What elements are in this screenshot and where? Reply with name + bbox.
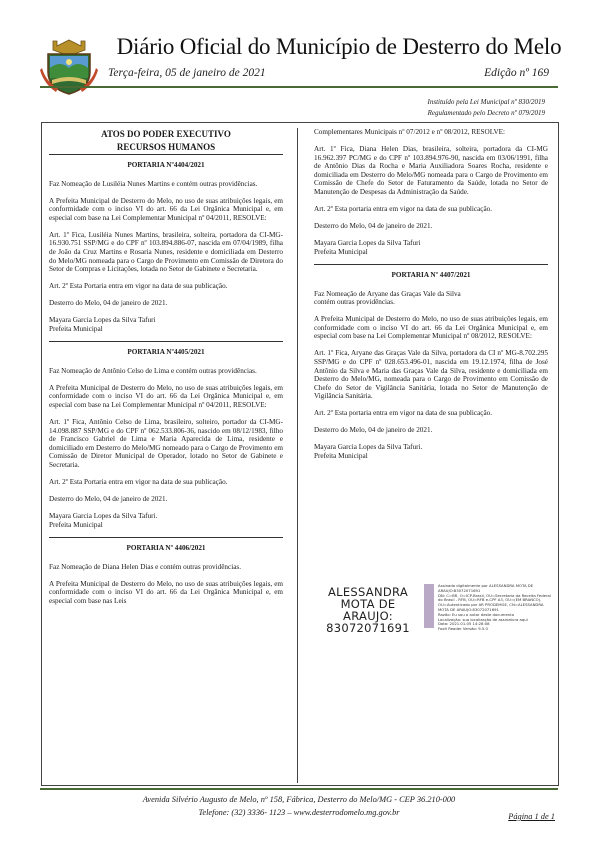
instituted-note xyxy=(428,97,545,119)
portaria-signer-role: Prefeita Municipal xyxy=(314,247,368,256)
portaria-preamble: A Prefeita Municipal de Desterro do Melo, no uso de suas atribuições legais, em conformidade com o inciso VI do art. 66 da Lei Orgânica Municipal e, em especial com base na Lei Complementar Municipal nº 08/2012, RESOLVE: xyxy=(314,315,548,341)
portaria-preamble-continued: Complementares Municipais nº 07/2012 e nº 08/2012, RESOLVE: xyxy=(314,128,506,136)
portaria-signer: Mayara Garcia Lopes da Silva Tafuri xyxy=(314,238,421,247)
portaria-article-1: Art. 1º Fica, Lusiléia Nunes Martins, brasileira, solteira, portadora da CI-MG-16.930.751 SSP/MG e do CPF nº 103.894.886-07, nascida em 07/04/1989, filha de João da Cruz Martins e Rosaria Nunes, residente e domiciliada em Desterro do Melo/MG nomeada para o Cargo de Provimento em Comissão de Diretora do Setor de Compras e Licitações, lotada no Setor de Gabinete e Secretaria. xyxy=(49,230,283,274)
portaria-separator xyxy=(49,537,283,538)
portaria-place-date: Desterro do Melo, 04 de janeiro de 2021. xyxy=(49,494,168,503)
portaria-preamble: A Prefeita Municipal de Desterro do Melo, no uso de suas atribuições legais, em conformidade com o inciso VI do art. 66 da Lei Orgânica Municipal e, em especial com base na Lei Complementar Municipal nº 04/2011, RESOLVE: xyxy=(49,383,283,410)
portaria-article-1: Art. 1º Fica, Diana Helen Dias, brasileira, solteira, portadora da CI-MG 16.962.397 PC/MG e do CPF nº 103.894.976-90, nascida em 03/06/1991, filha de Antônio Dias da Rocha e Maria Auxiliadora Soares Rocha, residente e domiciliada em Desterro do Melo/MG nomeada para o Cargo de Provimento em Comissão de Chefe do Setor de Faturamento da Saúde, lotada no Setor de Manutenção de Despesas da Administração da Saúde. xyxy=(314,144,548,196)
column-divider xyxy=(297,128,298,783)
portaria-intro: Faz Nomeação de Diana Helen Dias e contém outras providências. xyxy=(49,562,241,571)
portaria-article-1: Art. 1º Fica, Antônio Celso de Lima, brasileiro, solteiro, portador da CI-MG-14.098.887 SSP/MG e do CPF nº 062.533.806-36, nascido em 08/12/1983, filho de Francisco Gabriel de Lima e Maria Aparecida de Lima, residente e domiciliado em Desterro do Melo/MG nomeado para o Cargo de Provimento em Comissão de Diretor Municipal de Operador, lotado no Setor de Gabinete e Secretaria. xyxy=(49,418,283,469)
portaria-article-2: Art. 2º Esta Portaria entra em vigor na data de sua publicação. xyxy=(49,477,228,486)
portaria-place-date: Desterro do Melo, 04 de janeiro de 2021. xyxy=(314,426,433,435)
signature-detail-line: Data: 2021.01.05 14:28:08 xyxy=(438,621,490,627)
signature-logo-panel xyxy=(424,584,434,628)
section-subheading: RECURSOS HUMANOS xyxy=(116,142,216,152)
publication-date: Terça-feira, 05 de janeiro de 2021 xyxy=(108,67,266,79)
section-rule xyxy=(49,154,283,155)
portaria-article-2: Art. 2º Esta Portaria entra em vigor na data de sua publicação. xyxy=(49,282,228,291)
portaria-article-2: Art. 2º Esta portaria entra em vigor na data de sua publicação. xyxy=(314,204,493,213)
signature-name-line: ALESSANDRA xyxy=(327,585,409,599)
portaria-title: PORTARIA Nº4405/2021 xyxy=(127,348,205,357)
regulated-decree: Regulamentado pelo Decreto nº 079/2019 xyxy=(427,109,545,117)
signature-name xyxy=(314,586,422,634)
signature-detail-line: DN: C=BR, O=ICP-Brasil, OU=Secretaria da Receita Federal do Brasil - RFB, OU=RFB e-CPF A3, OU=(EM BRANCO), xyxy=(438,592,551,603)
portaria-signer: Mayara Garcia Lopes da Silva Tafuri. xyxy=(314,443,423,452)
header-divider xyxy=(40,86,558,88)
portaria-intro: Faz Nomeação de Lusiléia Nunes Martins e contém outras providências. xyxy=(49,179,258,188)
portaria-title: PORTARIA Nº 4407/2021 xyxy=(391,271,471,280)
section-heading: ATOS DO PODER EXECUTIVO xyxy=(101,129,231,139)
portaria-intro: Faz Nomeação de Aryane das Graças Vale da Silva xyxy=(314,289,461,298)
portaria-intro-continued: contém outras providências. xyxy=(314,298,395,307)
signature-detail-line: OU=Autenticado por AR PRODEMGE, CN=ALESSANDRA MOTA DE ARAUJO:83072071691 xyxy=(438,602,544,612)
portaria-signer-role: Prefeita Municipal xyxy=(49,520,103,529)
signature-details xyxy=(438,584,552,632)
signature-name-line: MOTA DE ARAUJO: xyxy=(340,597,396,623)
signature-id: 83072071691 xyxy=(326,621,410,635)
signature-detail-line: Localização: sua localização de assinatura aqui xyxy=(438,616,528,622)
portaria-signer: Mayara Garcia Lopes da Silva Tafuri xyxy=(49,316,156,325)
signature-detail-line: Foxit Reader Versão: 9.5.0 xyxy=(438,626,488,632)
page-number: Página 1 de 1 xyxy=(508,812,555,821)
left-column xyxy=(49,128,283,605)
portaria-article-1: Art. 1º Fica, Aryane das Graças Vale da Silva, portadora da CI nº MG-8.702.295 SSP/MG e do CPF nº 028.653.496-01, nascida em 19.12.1974, filha de José Antônio da Silva e Maria das Graças Vale da Silva, residente e domiciliada em Desterro do Melo/MG, nomeada para o Cargo de Provimento em Comissão de Chefe do Setor de Vigilância Sanitária, lotada no Setor de Manutenção de Vigilância Sanitária. xyxy=(314,349,548,401)
portaria-title: PORTARIA Nº4404/2021 xyxy=(127,161,205,169)
edition-number: Edição nº 169 xyxy=(484,67,549,79)
portaria-intro: Faz Nomeação de Antônio Celso de Lima e contém outras providências. xyxy=(49,366,257,375)
footer-contact: Telefone: (32) 3336- 1123 – www.desterrodomelo.mg.gov.br xyxy=(198,808,400,817)
footer-address: Avenida Silvério Augusto de Melo, nº 158, Fábrica, Desterro do Melo/MG - CEP 36.210-000 xyxy=(142,795,456,804)
portaria-separator xyxy=(49,341,283,342)
signature-detail-line: Assinado digitalmente por ALESSANDRA MOTA DE ARAUJO:83072071691 xyxy=(438,583,534,593)
portaria-place-date: Desterro do Melo, 04 de janeiro de 2021. xyxy=(49,299,168,308)
portaria-separator xyxy=(314,264,548,265)
portaria-place-date: Desterro do Melo, 04 de janeiro de 2021. xyxy=(314,221,433,230)
right-column xyxy=(314,128,548,461)
signature-detail-line: Razão: Eu sou o autor deste documento xyxy=(438,611,515,617)
portaria-article-2: Art. 2º Esta portaria entra em vigor na data de sua publicação. xyxy=(314,409,493,418)
portaria-signer-role: Prefeita Municipal xyxy=(49,324,103,333)
gazette-title: Diário Oficial do Município de Desterro do Melo xyxy=(116,34,562,59)
footer-divider xyxy=(40,788,558,790)
portaria-signer-role: Prefeita Municipal xyxy=(314,451,368,460)
portaria-preamble: A Prefeita Municipal de Desterro do Melo, no uso de suas atribuições legais, em conformidade com o inciso VI do art. 66 da Lei Orgânica Municipal e, em especial com base nas Leis xyxy=(49,579,283,605)
portaria-preamble: A Prefeita Municipal de Desterro do Melo, no uso de suas atribuições legais, em conformidade com o inciso VI do art. 66 da Lei Orgânica Municipal e, em especial com base na Lei Complementar Municipal nº 04/2011, RESOLVE: xyxy=(49,196,283,222)
instituted-law: Instituído pela Lei Municipal nº 830/2019 xyxy=(427,98,545,106)
digital-signature-stamp xyxy=(312,584,552,636)
portaria-title: PORTARIA Nº 4406/2021 xyxy=(126,544,206,553)
portaria-signer: Mayara Garcia Lopes da Silva Tafuri. xyxy=(49,511,158,520)
